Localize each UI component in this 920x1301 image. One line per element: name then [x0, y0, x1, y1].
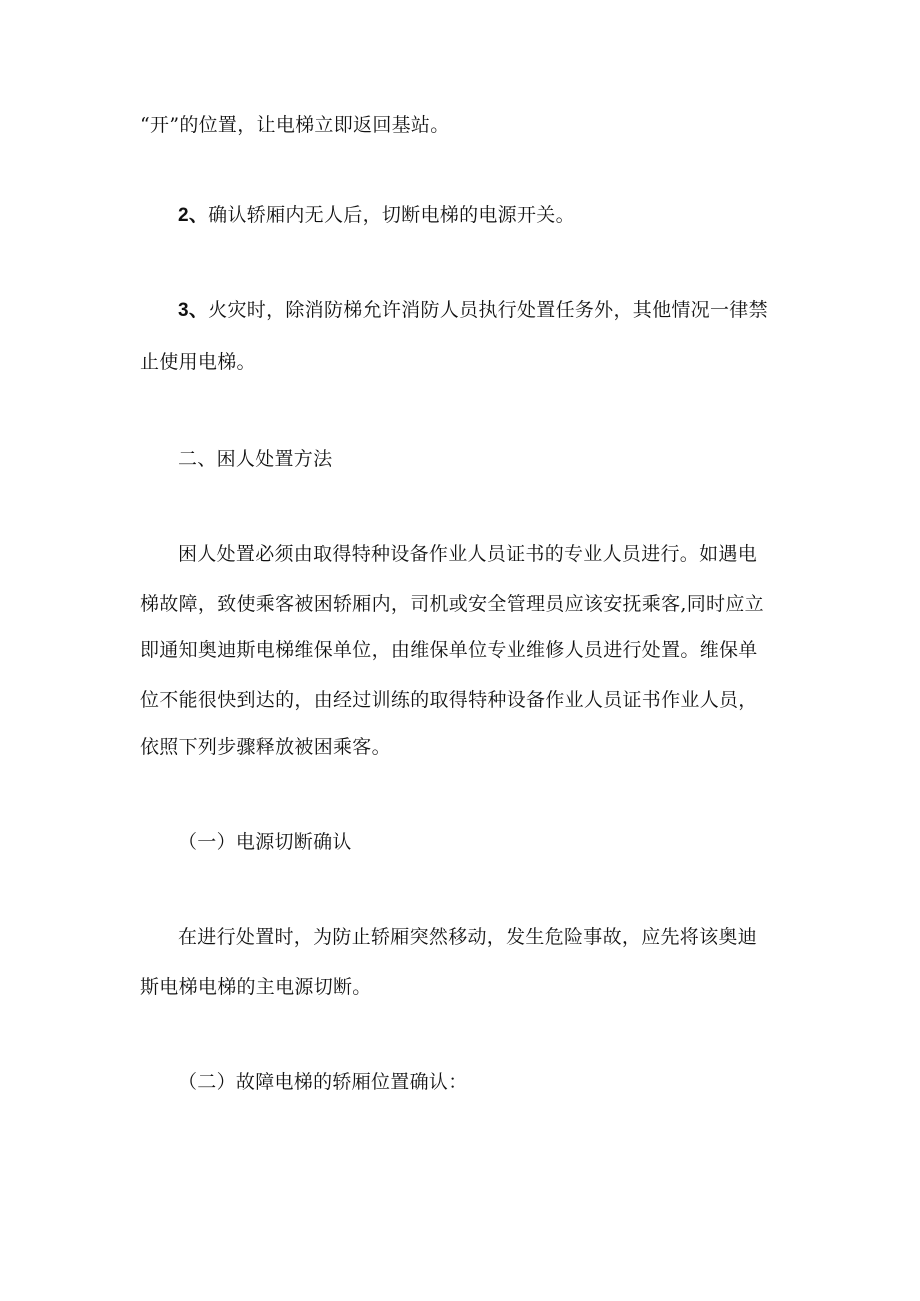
- paragraph-line: 依照下列步骤释放被困乘客。: [140, 736, 391, 758]
- list-number: 3、: [178, 300, 209, 321]
- paragraph-line: “开”的位置，让电梯立即返回基站。: [140, 114, 450, 136]
- paragraph-line: 位不能很快到达的，由经过训练的取得特种设备作业人员证书作业人员，: [140, 689, 758, 711]
- subsection-heading: （一）电源切断确认: [178, 831, 352, 853]
- paragraph-line: 斯电梯电梯的主电源切断。: [140, 976, 372, 998]
- list-item-2: [178, 203, 575, 228]
- subsection-heading: （二）故障电梯的轿厢位置确认：: [178, 1071, 468, 1093]
- paragraph-line: 困人处置必须由取得特种设备作业人员证书的专业人员进行。如遇电: [178, 543, 758, 565]
- paragraph-line: 即通知奥迪斯电梯维保单位，由维保单位专业维修人员进行处置。维保单: [140, 639, 758, 661]
- section-heading: 二、困人处置方法: [178, 448, 333, 470]
- list-item-3: [178, 298, 768, 323]
- paragraph-line: 止使用电梯。: [140, 351, 256, 373]
- paragraph-line: 在进行处置时，为防止轿厢突然移动，发生危险事故，应先将该奥迪: [178, 926, 758, 948]
- paragraph-line: 梯故障，致使乘客被困轿厢内，司机或安全管理员应该安抚乘客,同时应立: [140, 593, 764, 615]
- list-item-text: 火灾时，除消防梯允许消防人员执行处置任务外，其他情况一律禁: [208, 299, 768, 321]
- list-item-text: 确认轿厢内无人后，切断电梯的电源开关。: [208, 204, 575, 226]
- list-number: 2、: [178, 205, 209, 226]
